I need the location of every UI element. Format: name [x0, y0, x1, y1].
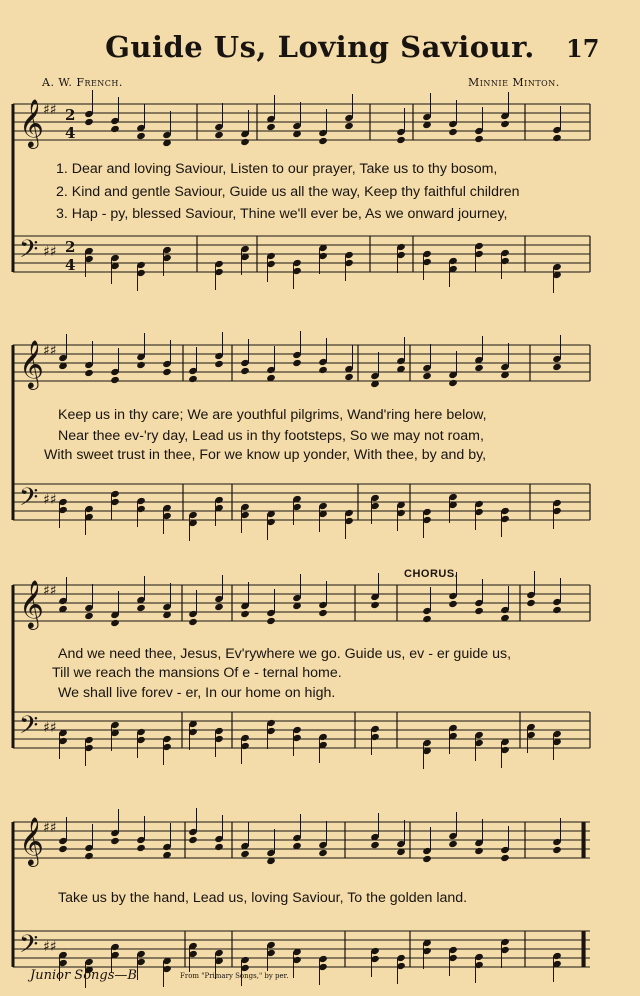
notehead [552, 363, 562, 371]
bass-clef-icon: 𝄢 [19, 483, 39, 518]
time-signature: 2 [65, 106, 76, 124]
notehead [214, 131, 224, 139]
key-signature-icon: ♯♯ [43, 820, 57, 836]
treble-clef-icon: 𝄞 [19, 579, 44, 628]
lyric-line: Till we reach the mansions Of e - ternal home. [52, 665, 342, 681]
lyric-line: Take us by the hand, Lead us, loving Saviour, To the golden land. [58, 890, 468, 906]
notehead [84, 852, 94, 860]
notehead [84, 118, 94, 126]
notehead [162, 368, 172, 376]
treble-clef-icon: 𝄞 [19, 816, 44, 865]
notehead [526, 599, 536, 607]
notehead [474, 364, 484, 372]
key-signature-icon: ♯♯ [43, 102, 57, 118]
notehead [136, 361, 146, 369]
notehead [136, 132, 146, 140]
notehead [58, 845, 68, 853]
notehead [448, 128, 458, 136]
page-number: 17 [566, 34, 600, 63]
notehead [240, 850, 250, 858]
time-signature: 4 [65, 256, 76, 274]
notehead [552, 134, 562, 142]
notehead [474, 135, 484, 143]
notehead [448, 379, 458, 387]
notehead [266, 123, 276, 131]
key-signature-icon: ♯♯ [43, 492, 57, 508]
notehead [110, 837, 120, 845]
lyric-line: And we need thee, Jesus, Ev'rywhere we go. Guide us, ev - er guide us, [58, 646, 512, 662]
lyric-verse-2: 2. Kind and gentle Saviour, Guide us all the way, Keep thy faithful children [56, 184, 520, 200]
time-signature: 2 [65, 238, 76, 256]
permission-credit: From "Primary Songs," by per. [180, 972, 289, 980]
key-signature-icon: ♯♯ [43, 939, 57, 955]
bass-clef-icon: 𝄢 [19, 930, 39, 965]
notehead [292, 359, 302, 367]
key-signature-icon: ♯♯ [43, 720, 57, 736]
notehead [318, 137, 328, 145]
notehead [422, 372, 432, 380]
lyric-line: We shall live forev - er, In our home on high. [58, 685, 336, 701]
notehead [448, 600, 458, 608]
notehead [240, 367, 250, 375]
lyric-verse-1: 1. Dear and loving Saviour, Listen to our prayer, Take us to thy bosom, [56, 161, 498, 177]
notehead [110, 376, 120, 384]
bass-clef-icon: 𝄢 [19, 711, 39, 746]
notehead [344, 373, 354, 381]
notehead [110, 125, 120, 133]
notehead [318, 366, 328, 374]
notehead [188, 375, 198, 383]
notehead [500, 854, 510, 862]
notehead [240, 138, 250, 146]
notehead [344, 122, 354, 130]
treble-clef-icon: 𝄞 [19, 339, 44, 388]
composer-credit: A. W. French. [42, 76, 123, 89]
notehead [500, 120, 510, 128]
lyric-line: Near thee ev-'ry day, Lead us in thy footsteps, So we may not roam, [58, 428, 484, 444]
key-signature-icon: ♯♯ [43, 343, 57, 359]
time-signature: 4 [65, 124, 76, 142]
notehead [84, 369, 94, 377]
key-signature-icon: ♯♯ [43, 244, 57, 260]
notehead [474, 607, 484, 615]
notehead [552, 606, 562, 614]
notehead [396, 136, 406, 144]
notehead [136, 844, 146, 852]
bass-clef-icon: 𝄢 [19, 235, 39, 270]
notehead [370, 841, 380, 849]
notehead [370, 601, 380, 609]
notehead [214, 360, 224, 368]
notehead [84, 612, 94, 620]
treble-clef-icon: 𝄞 [19, 98, 44, 147]
lyric-verse-3: 3. Hap - py, blessed Saviour, Thine we'll ever be, As we onward journey, [56, 206, 508, 222]
notehead [448, 840, 458, 848]
notehead [318, 849, 328, 857]
book-footer: Junior Songs—B [30, 968, 137, 983]
chorus-label: CHORUS. [404, 568, 459, 580]
key-signature-icon: ♯♯ [43, 583, 57, 599]
notehead [214, 843, 224, 851]
notehead [188, 836, 198, 844]
notehead [188, 618, 198, 626]
notehead [136, 604, 146, 612]
notehead [240, 610, 250, 618]
notehead [422, 855, 432, 863]
notehead [422, 615, 432, 623]
lyricist-credit: Minnie Minton. [468, 76, 560, 89]
lyric-line: With sweet trust in thee, For we know up yonder, With thee, by and by, [44, 447, 487, 463]
notehead [474, 847, 484, 855]
notehead [552, 846, 562, 854]
notehead [214, 603, 224, 611]
notehead [318, 609, 328, 617]
notehead [266, 617, 276, 625]
lyric-line: Keep us in thy care; We are youthful pilgrims, Wand'ring here below, [58, 407, 487, 423]
notehead [110, 619, 120, 627]
page-title: Guide Us, Loving Saviour. [105, 30, 535, 64]
